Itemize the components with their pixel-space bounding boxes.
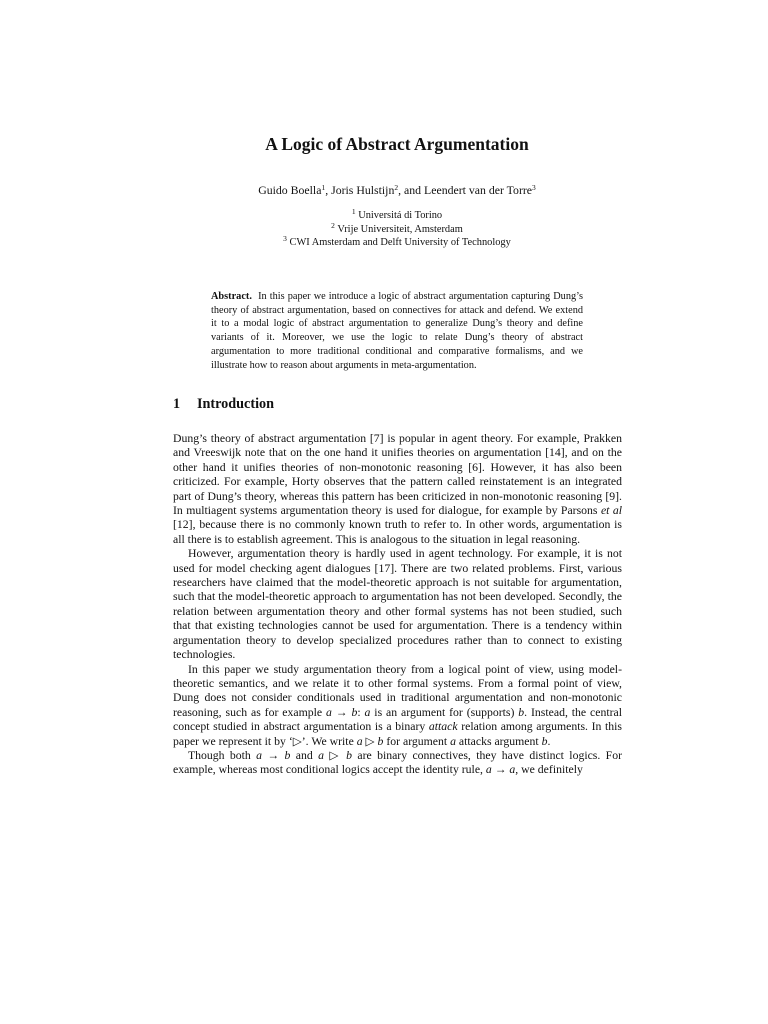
text-run: for argument bbox=[383, 734, 451, 748]
math-formula: a ▷ b bbox=[318, 748, 353, 762]
affiliation-text: Universitá di Torino bbox=[358, 210, 443, 221]
affiliation-line bbox=[0, 220, 768, 235]
abstract-text: In this paper we introduce a logic of abstract argumentation capturing Dung’s theory of abstract argumentation, based on connectives for attack and defend. We extend it to a modal logic of abstract argumentation to generalize Dung’s theory and define variants of it. Moreover, we use the logic to relate Dung’s theory of abstract argumentation to more traditional conditional and comparative formalisms, and we illustrate how to reason about arguments in meta-argumentation. bbox=[211, 291, 583, 371]
emphasis: attack bbox=[428, 720, 458, 734]
author-separator: , and bbox=[398, 183, 425, 197]
paragraph bbox=[173, 547, 622, 662]
affiliation-mark: 2 bbox=[331, 220, 335, 230]
section-number: 1 bbox=[173, 396, 181, 412]
affiliation-mark: 1 bbox=[351, 207, 356, 216]
body-text bbox=[173, 432, 622, 778]
abstract-label: Abstract. bbox=[211, 291, 252, 302]
author-name: Guido Boella bbox=[258, 183, 322, 197]
affiliation-mark: 1 bbox=[321, 183, 326, 192]
paragraph bbox=[173, 663, 622, 749]
author-line bbox=[0, 183, 768, 198]
math-formula: a bbox=[450, 734, 456, 748]
affiliation-text: CWI Amsterdam and Delft University of Technology bbox=[289, 237, 511, 248]
affiliation-mark: 3 bbox=[283, 234, 287, 243]
affiliation-mark: 3 bbox=[532, 183, 536, 192]
text-run: In this paper we study argumentation theory from a logical point of view, using model-theoretic semantics, and we relate it to other formal systems. From a formal point of view, Dung does not consider conditionals used in traditional argumentation and non-monotonic reasoning, such as for example bbox=[173, 662, 622, 719]
text-run: Though both bbox=[188, 748, 257, 762]
math-formula: b bbox=[518, 705, 525, 719]
affiliation-line bbox=[0, 207, 768, 221]
author-name: Leendert van der Torre bbox=[424, 183, 533, 197]
affiliation-mark: 2 bbox=[394, 183, 399, 192]
author-name: Joris Hulstijn bbox=[331, 183, 395, 197]
emphasis: et al bbox=[600, 504, 622, 518]
author-separator: , bbox=[325, 183, 332, 197]
text-run: relation among arguments. In this paper we represent it by ‘▷’. We write bbox=[173, 720, 622, 748]
text-run: : bbox=[357, 705, 365, 719]
abstract bbox=[211, 290, 583, 372]
math-formula: a → b bbox=[256, 748, 291, 762]
paragraph bbox=[173, 749, 622, 778]
paper-title: A Logic of Abstract Argumentation bbox=[265, 134, 529, 154]
affiliation-line bbox=[0, 234, 768, 248]
affiliation-text: Vrije Universiteit, Amsterdam bbox=[337, 223, 463, 235]
math-formula: a → a bbox=[485, 763, 516, 777]
text-run: . Instead, the central concept studied in abstract argumentation is a binary bbox=[173, 705, 623, 734]
text-run: are binary connectives, they have distinct logics. For example, whereas most conditional logics accept the identity rule, bbox=[173, 748, 622, 777]
math-formula: a → b bbox=[326, 705, 358, 719]
text-run: . bbox=[547, 734, 551, 748]
text-run: However, argumentation theory is hardly used in agent technology. For example, it is not used for model checking agent dialogues [17]. There are two related problems. First, various researchers have claimed that the model-theoretic approach is not suitable for argumentation, such that the model-theoretic approach to argumentation has not been developed. Secondly, the relation between argumentation theory and other formal systems has not been studied, such that that existing technologies cannot be used for argumentation. There is a tendency within argumentation theory to develop specialized procedures rather than to connect to existing technologies. bbox=[173, 547, 622, 662]
text-run: Dung’s theory of abstract argumentation [7] is popular in agent theory. For example, Prakken and Vreeswijk note that on the one hand it unifies theories on argumentation [14], and on the other hand it unifies theories of non-monotonic reasoning [6]. However, it has also been criticized. For example, Horty observes that the pattern called reinstatement is an integrated part of Dung’s theory, whereas this pattern has been criticized in non-monotonic reasoning [9]. In multiagent systems argumentation theory is used for dialogue, for example by Parsons bbox=[173, 432, 622, 518]
paragraph bbox=[173, 432, 622, 547]
math-formula: b bbox=[541, 734, 548, 748]
text-run: is an argument for (supports) bbox=[370, 705, 519, 719]
math-formula: a bbox=[364, 705, 371, 719]
text-run: and bbox=[290, 748, 319, 762]
text-run: , we definitely bbox=[515, 763, 583, 777]
text-run: attacks argument bbox=[455, 734, 542, 748]
section-title: Introduction bbox=[197, 396, 274, 412]
math-formula: a ▷ b bbox=[356, 734, 384, 748]
text-run: [12], because there is no commonly known truth to refer to. In other words, argumentation is all there is to establish agreement. This is analogous to the situation in legal reasoning. bbox=[173, 518, 622, 546]
section-heading bbox=[173, 396, 274, 413]
